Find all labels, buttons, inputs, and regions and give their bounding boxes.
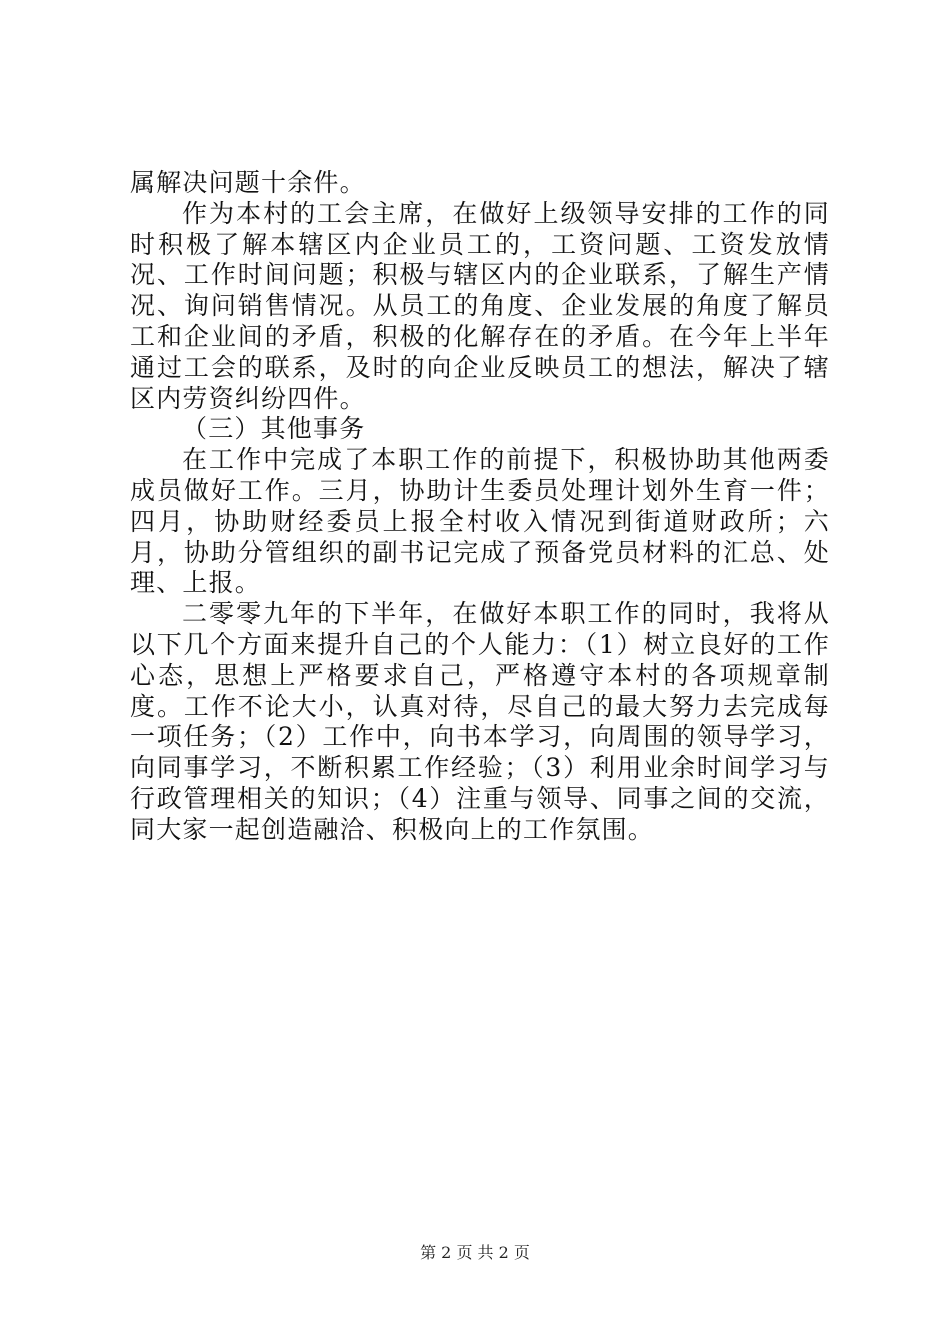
- page-footer: 第 2 页 共 2 页: [420, 1243, 530, 1262]
- paragraph-assist-committee: 在工作中完成了本职工作的前提下，积极协助其他两委成员做好工作。三月，协助计生委员处理计划外生育一件；四月，协助财经委员上报全村收入情况到街道财政所；六月，协助分管组织的副书记完成了预备党员材料的汇总、处理、上报。: [130, 445, 830, 598]
- paragraph-continuation: 属解决问题十余件。: [130, 168, 366, 197]
- section-heading-other-affairs: （三）其他事务: [182, 414, 366, 444]
- paragraph-second-half-plan: 二零零九年的下半年，在做好本职工作的同时，我将从以下几个方面来提升自己的个人能力：（1）树立良好的工作心态，思想上严格要求自己，严格遵守本村的各项规章制度。工作不论大小，认真对待，尽自己的最大努力去完成每一项任务；（2）工作中，向书本学习，向周围的领导学习，向同事学习，不断积累工作经验；（3）利用业余时间学习与行政管理相关的知识；（4）注重与领导、同事之间的交流，同大家一起创造融洽、积极向上的工作氛围。: [130, 599, 830, 844]
- paragraph-union-chair: 作为本村的工会主席，在做好上级领导安排的工作的同时积极了解本辖区内企业员工的，工资问题、工资发放情况、工作时间问题；积极与辖区内的企业联系，了解生产情况、询问销售情况。从员工的角度、企业发展的角度了解员工和企业间的矛盾，积极的化解存在的矛盾。在今年上半年通过工会的联系，及时的向企业反映员工的想法，解决了辖区内劳资纠纷四件。: [130, 198, 830, 413]
- document-body: [130, 168, 830, 846]
